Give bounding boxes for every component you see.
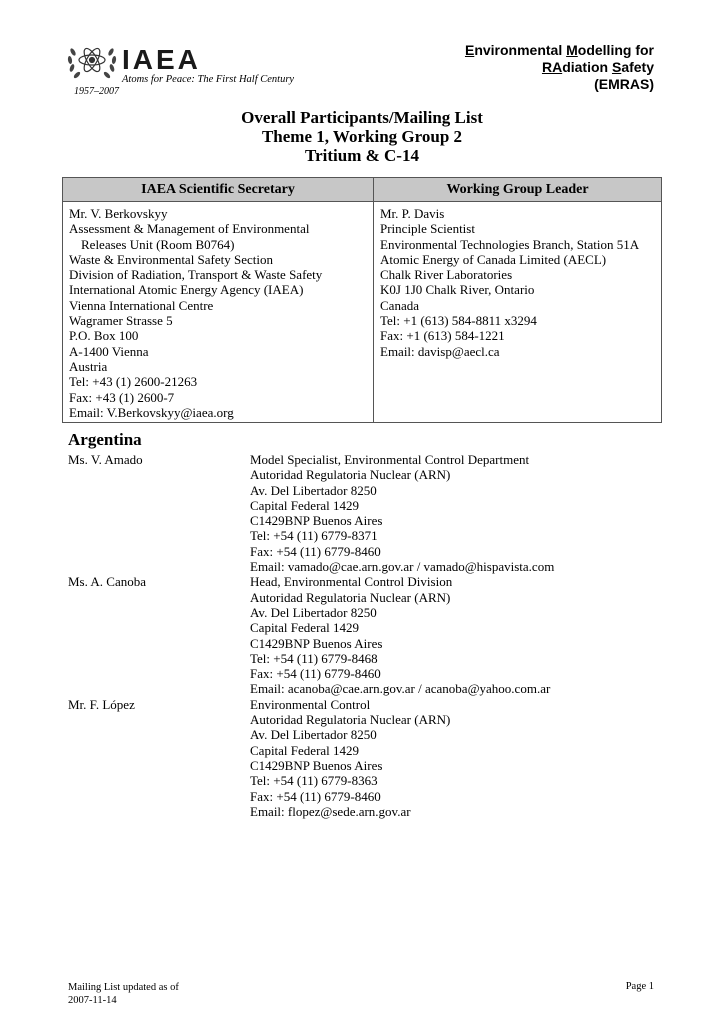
leader-line: Fax: +1 (613) 584-1221	[380, 328, 505, 344]
secretary-line: Fax: +43 (1) 2600-7	[69, 389, 175, 405]
iaea-logo	[64, 36, 295, 98]
secretary-line: Assessment & Management of Environmental	[69, 221, 310, 237]
footer-updated	[68, 981, 179, 1007]
participant-list	[68, 452, 668, 819]
leader-line: Chalk River Laboratories	[380, 267, 513, 283]
detail-line: Fax: +54 (11) 6779-8460	[250, 788, 381, 804]
logo-wordmark: IAEA	[122, 44, 201, 75]
secretary-email: Email: V.Berkovskyy@iaea.org	[69, 404, 234, 420]
logo-years: 1957–2007	[74, 86, 119, 97]
emras-line-2: RAdiation Safety	[541, 59, 654, 75]
title-line-1: Overall Participants/Mailing List	[241, 108, 483, 127]
participant-details	[250, 574, 668, 696]
leader-cell	[374, 202, 662, 423]
secretary-line: International Atomic Energy Agency (IAEA)	[69, 282, 304, 298]
detail-line: Head, Environmental Control Division	[250, 574, 453, 590]
secretary-line: Mr. V. Berkovskyy	[69, 206, 168, 221]
secretary-line: Division of Radiation, Transport & Waste Safety	[69, 267, 323, 283]
leader-line: Atomic Energy of Canada Limited (AECL)	[380, 251, 607, 267]
leader-line: Canada	[380, 297, 419, 313]
emras-line-1: Environmental Modelling for	[464, 42, 654, 58]
detail-line: Capital Federal 1429	[250, 742, 360, 758]
page-title	[0, 108, 724, 165]
detail-line: Model Specialist, Environmental Control Department	[250, 452, 530, 467]
leader-line: Principle Scientist	[380, 221, 475, 237]
country-heading: Argentina	[68, 430, 142, 449]
detail-line: Capital Federal 1429	[250, 497, 360, 513]
detail-line: Tel: +54 (11) 6779-8363	[250, 773, 378, 789]
detail-line: Tel: +54 (11) 6779-8468	[250, 650, 378, 666]
detail-line: Capital Federal 1429	[250, 620, 360, 636]
title-line-2: Theme 1, Working Group 2	[261, 127, 463, 146]
detail-line: C1429BNP Buenos Aires	[250, 635, 383, 651]
page-number: Page 1	[625, 981, 654, 992]
detail-line: C1429BNP Buenos Aires	[250, 757, 383, 773]
leader-line: K0J 1J0 Chalk River, Ontario	[380, 282, 535, 298]
detail-line: Tel: +54 (11) 6779-8371	[250, 528, 378, 544]
detail-line: Autoridad Regulatoria Nuclear (ARN)	[250, 589, 451, 605]
secretary-header: IAEA Scientific Secretary	[63, 178, 374, 202]
detail-line: Av. Del Libertador 8250	[250, 482, 377, 498]
participant-email: Email: acanoba@cae.arn.gov.ar / acanoba@yahoo.com.ar	[250, 681, 551, 697]
participant-details	[250, 452, 668, 574]
laurel-wreath-icon	[64, 36, 120, 88]
emras-header	[394, 42, 654, 93]
participant-details	[250, 697, 668, 819]
footer-updated-label: Mailing List updated as of	[68, 982, 179, 993]
participant-email: Email: flopez@sede.arn.gov.ar	[250, 803, 411, 819]
logo-tagline: Atoms for Peace: The First Half Century	[122, 74, 295, 85]
leader-line: Environmental Technologies Branch, Station 51A	[380, 236, 640, 252]
participant-name: Mr. F. López	[68, 696, 135, 712]
detail-line: Environmental Control	[250, 696, 371, 712]
secretary-line: Austria	[69, 358, 108, 374]
detail-line: Autoridad Regulatoria Nuclear (ARN)	[250, 712, 451, 728]
participant-entry	[68, 697, 668, 819]
secretary-line: Wagramer Strasse 5	[69, 313, 173, 329]
detail-line: Fax: +54 (11) 6779-8460	[250, 666, 381, 682]
secretary-line: Releases Unit (Room B0764)	[81, 236, 235, 252]
participant-entry	[68, 452, 668, 574]
secretary-line: A-1400 Vienna	[69, 343, 149, 359]
secretary-line: Vienna International Centre	[69, 297, 214, 313]
secretary-line: Waste & Environmental Safety Section	[69, 251, 274, 267]
leader-email: Email: davisp@aecl.ca	[380, 343, 500, 359]
secretary-cell	[63, 202, 374, 423]
secretary-line: P.O. Box 100	[69, 328, 139, 344]
participant-name: Ms. V. Amado	[68, 452, 143, 467]
detail-line: Autoridad Regulatoria Nuclear (ARN)	[250, 467, 451, 483]
leader-header: Working Group Leader	[374, 178, 662, 202]
contacts-table	[62, 177, 662, 423]
leader-line: Mr. P. Davis	[380, 206, 445, 221]
title-line-3: Tritium & C-14	[305, 146, 419, 165]
detail-line: Av. Del Libertador 8250	[250, 604, 377, 620]
participant-name: Ms. A. Canoba	[68, 574, 146, 590]
secretary-line: Tel: +43 (1) 2600-21263	[69, 374, 198, 390]
participant-entry	[68, 574, 668, 696]
emras-line-3: (EMRAS)	[594, 76, 654, 92]
detail-line: C1429BNP Buenos Aires	[250, 513, 383, 529]
detail-line: Fax: +54 (11) 6779-8460	[250, 543, 381, 559]
participant-email: Email: vamado@cae.arn.gov.ar / vamado@hispavista.com	[250, 559, 555, 575]
detail-line: Av. Del Libertador 8250	[250, 727, 377, 743]
leader-line: Tel: +1 (613) 584-8811 x3294	[380, 313, 537, 329]
footer-updated-date: 2007-11-14	[68, 995, 117, 1006]
